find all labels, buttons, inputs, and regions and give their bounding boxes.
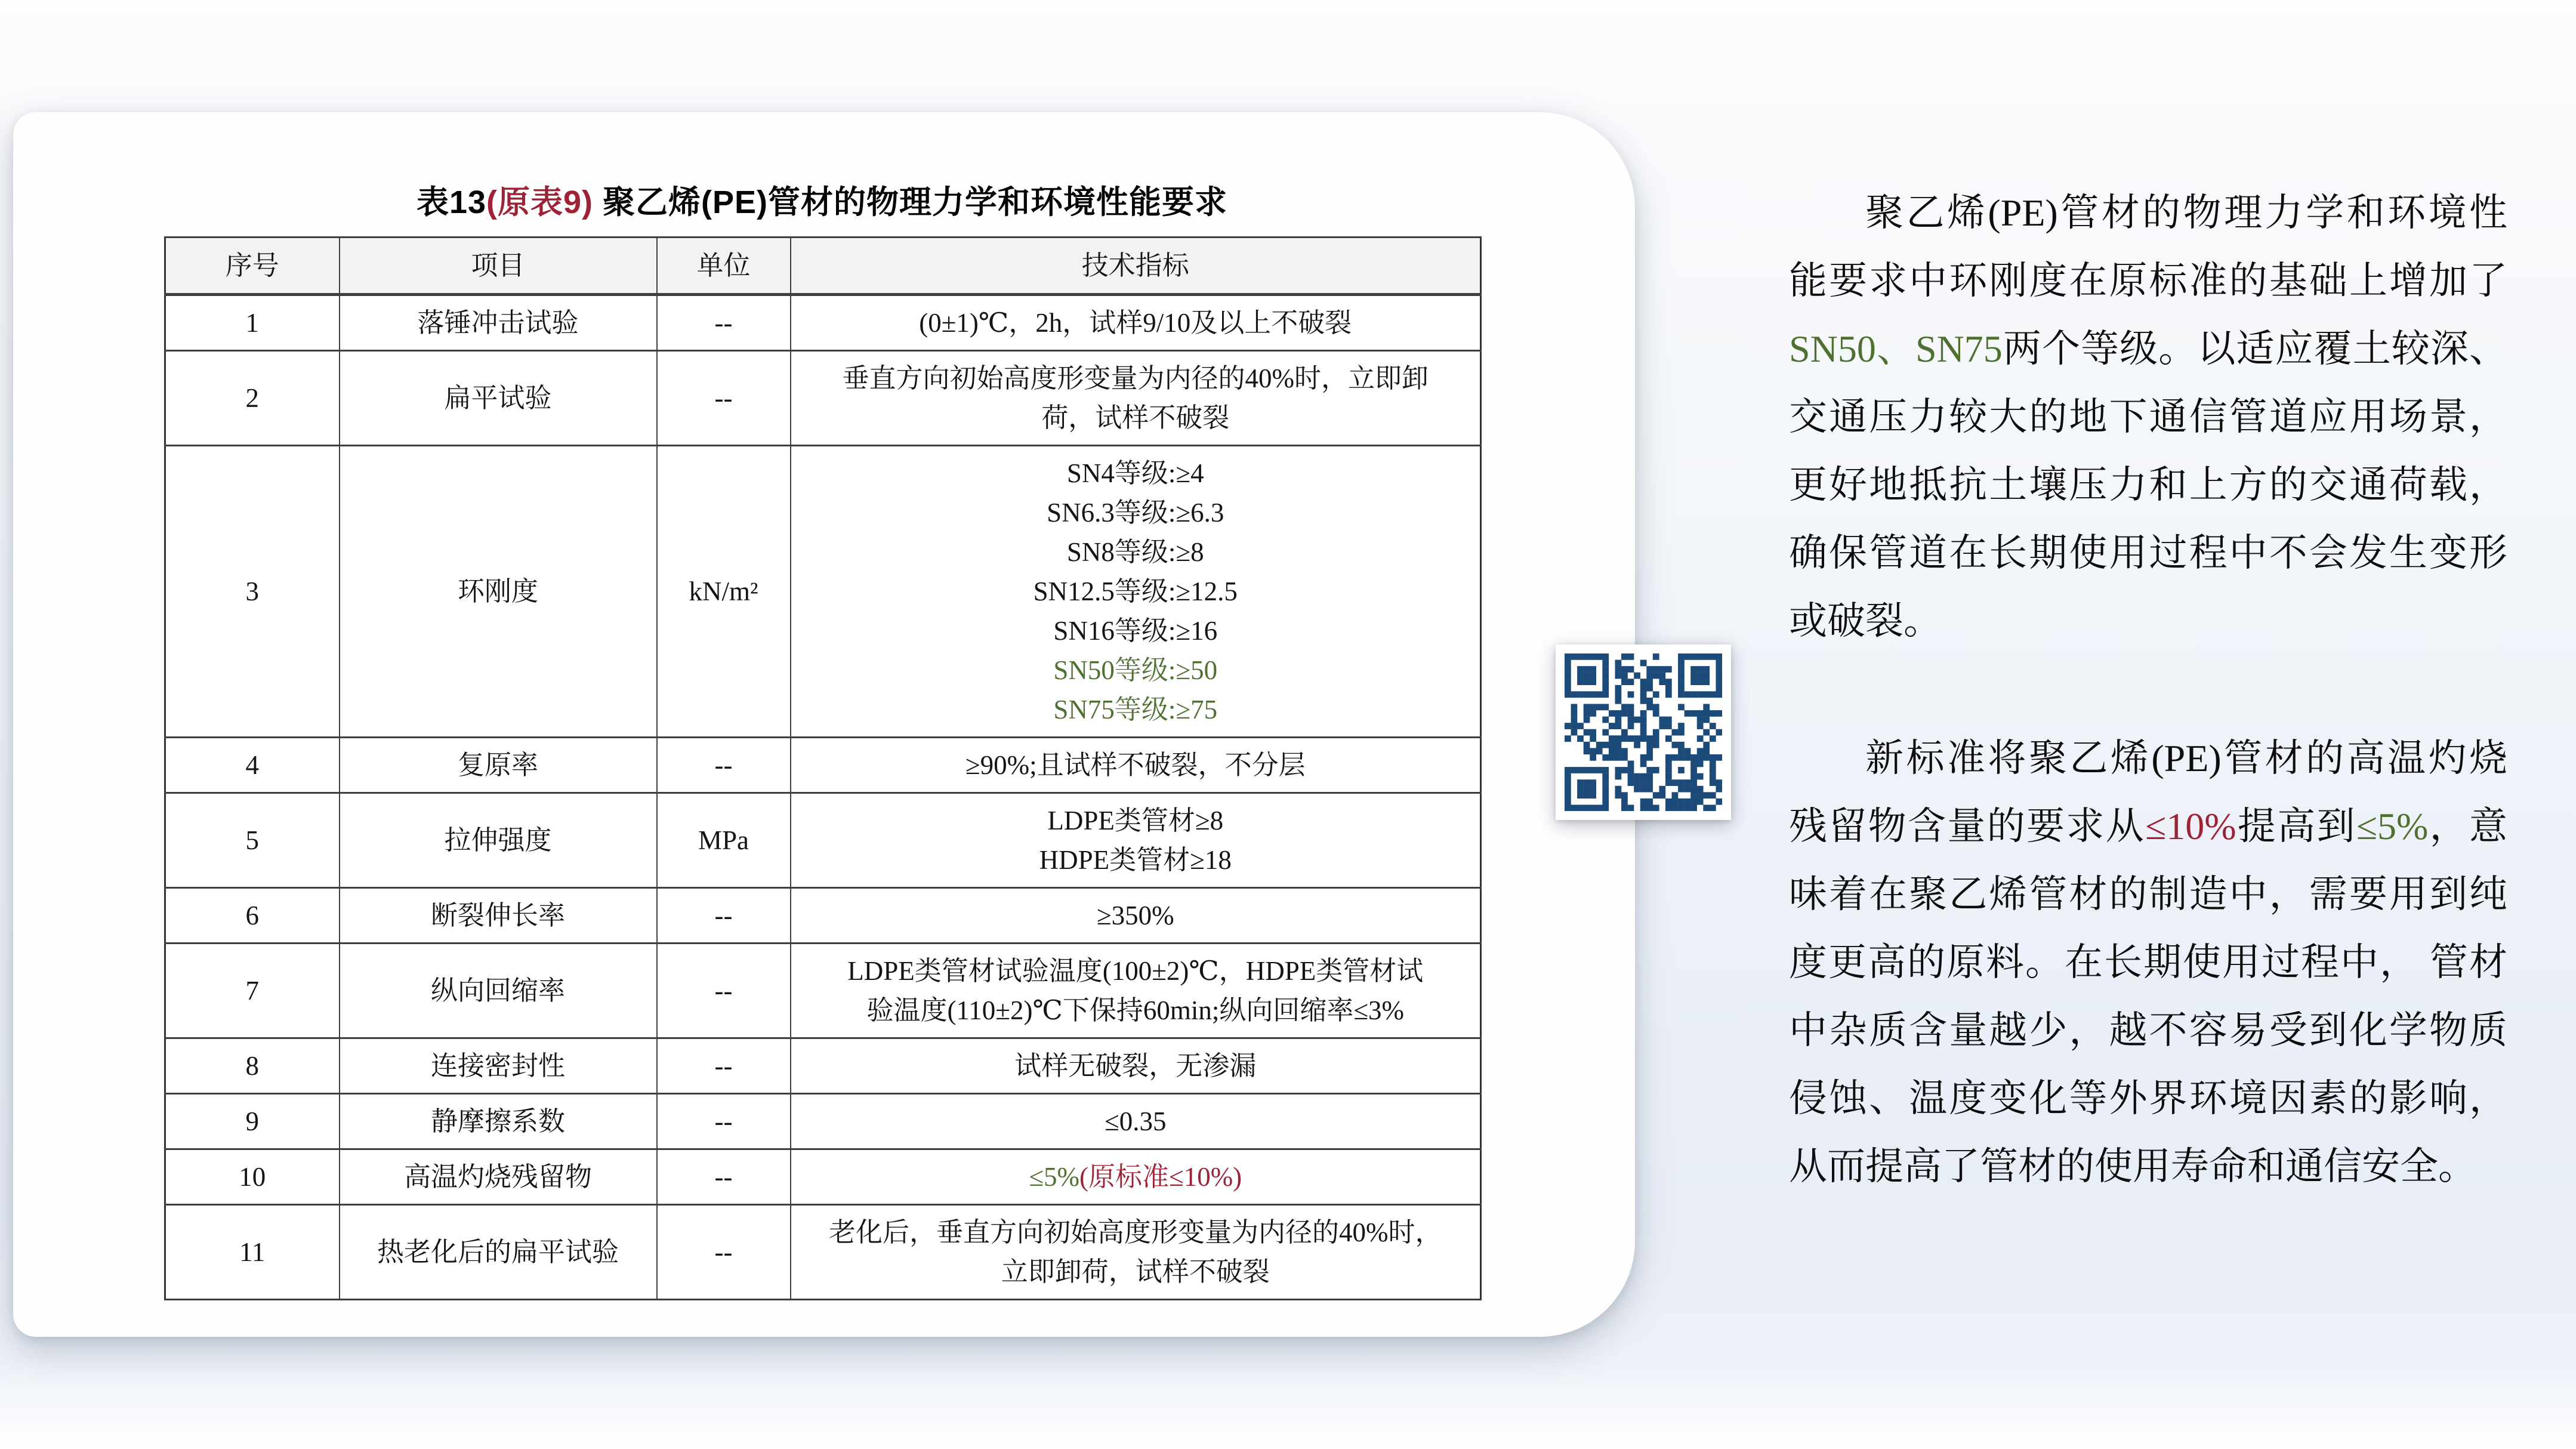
spec-line: [802, 991, 1470, 1030]
spec-line: [802, 951, 1470, 991]
text-segment: (原标准≤10%): [1079, 1162, 1242, 1192]
spec-line: [802, 611, 1470, 650]
cell-unit: --: [657, 1038, 791, 1094]
cell-no: 7: [165, 944, 340, 1038]
spec-table: [164, 236, 1482, 1300]
cell-unit: --: [657, 944, 791, 1038]
cell-spec: [791, 793, 1481, 888]
text-segment: ≤5%: [1029, 1162, 1080, 1192]
cell-spec: [791, 446, 1481, 738]
spec-line: [802, 359, 1470, 398]
cell-no: 5: [165, 793, 340, 888]
cell-no: 3: [165, 446, 340, 738]
cell-item: 纵向回缩率: [340, 944, 657, 1038]
cell-spec: [791, 351, 1481, 446]
cell-item: 静摩擦系数: [340, 1094, 657, 1149]
text-segment: 荷，试样不破裂: [1041, 403, 1230, 433]
cell-no: 11: [165, 1205, 340, 1300]
text-segment: ≥350%: [1096, 901, 1174, 930]
text-segment: LDPE类管材≥8: [1047, 806, 1224, 836]
cell-unit: --: [657, 1205, 791, 1300]
cell-item: 复原率: [340, 738, 657, 793]
qr-code: [1556, 645, 1731, 820]
cell-spec: [791, 1038, 1481, 1094]
spec-line: [802, 1102, 1470, 1141]
text-segment: 垂直方向初始高度形变量为内径的40%时，立即卸: [842, 363, 1429, 393]
cell-item: 连接密封性: [340, 1038, 657, 1094]
text-segment: 老化后，垂直方向初始高度形变量为内径的40%时，: [829, 1217, 1442, 1247]
spec-line: [802, 493, 1470, 532]
text-segment: 表13: [416, 184, 487, 220]
table-row: [165, 1094, 1481, 1149]
cell-no: 1: [165, 295, 340, 351]
cell-unit: --: [657, 1149, 791, 1205]
cell-spec: [791, 295, 1481, 351]
cell-no: 8: [165, 1038, 340, 1094]
table-row: [165, 888, 1481, 944]
text-segment: 聚乙烯(PE)管材的物理力学和环境性能要求中环刚度在原标准的基础上增加了: [1789, 192, 2507, 302]
cell-spec: [791, 888, 1481, 944]
header-spec: 技术指标: [791, 238, 1481, 295]
text-segment: ≥90%;且试样不破裂，不分层: [965, 750, 1306, 780]
text-segment: 验温度(110±2)℃下保持60min;纵向回缩率≤3%: [866, 995, 1405, 1025]
spec-line: [802, 690, 1470, 729]
cell-unit: --: [657, 738, 791, 793]
table-row: [165, 351, 1481, 446]
text-segment: HDPE类管材≥18: [1039, 845, 1232, 875]
table-row: [165, 1205, 1481, 1300]
text-segment: 聚乙烯(PE)管材的物理力学和环境性能要求: [593, 184, 1228, 220]
table-row: [165, 1038, 1481, 1094]
cell-spec: [791, 738, 1481, 793]
table-row: [165, 738, 1481, 793]
paragraph-residue: [1789, 724, 2507, 1201]
spec-line: [802, 801, 1470, 840]
cell-spec: [791, 1149, 1481, 1205]
paragraph-ring-stiffness: [1789, 179, 2507, 655]
text-segment: (原表9): [486, 184, 594, 220]
text-segment: LDPE类管材试验温度(100±2)℃，HDPE类管材试: [847, 956, 1424, 986]
cell-item: 环刚度: [340, 446, 657, 738]
content-card: [13, 112, 1635, 1337]
text-segment: (0±1)℃，2h，试样9/10及以上不破裂: [919, 308, 1352, 338]
spec-line: [802, 650, 1470, 690]
cell-item: 高温灼烧残留物: [340, 1149, 657, 1205]
header-item: 项目: [340, 238, 657, 295]
cell-unit: --: [657, 888, 791, 944]
cell-item: 断裂伸长率: [340, 888, 657, 944]
text-segment: 新标准将聚乙烯(PE)管材的高温灼烧残留物含量的要求从: [1789, 737, 2507, 847]
header-unit: 单位: [657, 238, 791, 295]
cell-unit: MPa: [657, 793, 791, 888]
text-segment: 试样无破裂，无渗漏: [1014, 1051, 1257, 1081]
text-segment: ≤0.35: [1105, 1106, 1167, 1136]
cell-unit: --: [657, 1094, 791, 1149]
spec-line: [802, 1213, 1470, 1252]
text-segment: SN12.5等级:≥12.5: [1033, 576, 1238, 606]
table-header-row: [165, 238, 1481, 295]
table-row: [165, 295, 1481, 351]
text-segment: SN6.3等级:≥6.3: [1047, 498, 1224, 528]
table-row: [165, 944, 1481, 1038]
text-segment: 提高到: [2236, 805, 2356, 847]
table-title: [164, 177, 1480, 223]
text-segment: ≤10%: [2145, 805, 2236, 847]
spec-line: [802, 896, 1470, 935]
cell-no: 6: [165, 888, 340, 944]
cell-no: 2: [165, 351, 340, 446]
spec-line: [802, 398, 1470, 437]
qr-code-image: [1565, 653, 1722, 811]
text-segment: 立即卸荷，试样不破裂: [1001, 1257, 1270, 1287]
text-segment: SN16等级:≥16: [1053, 616, 1218, 646]
cell-no: 9: [165, 1094, 340, 1149]
cell-unit: --: [657, 295, 791, 351]
spec-line: [802, 1157, 1470, 1197]
text-segment: SN50等级:≥50: [1053, 655, 1218, 685]
text-segment: SN4等级:≥4: [1066, 458, 1204, 488]
cell-spec: [791, 1094, 1481, 1149]
text-segment: SN50、SN75: [1789, 328, 2003, 370]
cell-unit: kN/m²: [657, 446, 791, 738]
cell-item: 扁平试验: [340, 351, 657, 446]
text-segment: ≤5%: [2356, 805, 2429, 847]
spec-line: [802, 532, 1470, 572]
article-section: [1789, 179, 2507, 1201]
cell-spec: [791, 1205, 1481, 1300]
cell-item: 热老化后的扁平试验: [340, 1205, 657, 1300]
header-no: 序号: [165, 238, 340, 295]
spec-line: [802, 454, 1470, 493]
table-row: [165, 793, 1481, 888]
spec-line: [802, 303, 1470, 343]
spec-line: [802, 1252, 1470, 1291]
cell-item: 落锤冲击试验: [340, 295, 657, 351]
text-segment: ，意味着在聚乙烯管材的制造中，需要用到纯度更高的原料。在长期使用过程中， 管材中杂质含量越少，越不容易受到化学物质侵蚀、温度变化等外界环境因素的影响，从而提高了管材的使用寿命和通信安全。: [1789, 805, 2508, 1188]
text-segment: SN75等级:≥75: [1053, 695, 1218, 724]
spec-line: [802, 840, 1470, 880]
cell-no: 4: [165, 738, 340, 793]
cell-spec: [791, 944, 1481, 1038]
cell-unit: --: [657, 351, 791, 446]
table-row: [165, 1149, 1481, 1205]
cell-no: 10: [165, 1149, 340, 1205]
table-row: [165, 446, 1481, 738]
spec-line: [802, 1046, 1470, 1086]
text-segment: SN8等级:≥8: [1066, 537, 1204, 567]
text-segment: 两个等级。以适应覆土较深、交通压力较大的地下通信管道应用场景，更好地抵抗土壤压力和上方的交通荷载，确保管道在长期使用过程中不会发生变形或破裂。: [1789, 328, 2508, 642]
cell-item: 拉伸强度: [340, 793, 657, 888]
spec-line: [802, 572, 1470, 611]
spec-line: [802, 745, 1470, 785]
